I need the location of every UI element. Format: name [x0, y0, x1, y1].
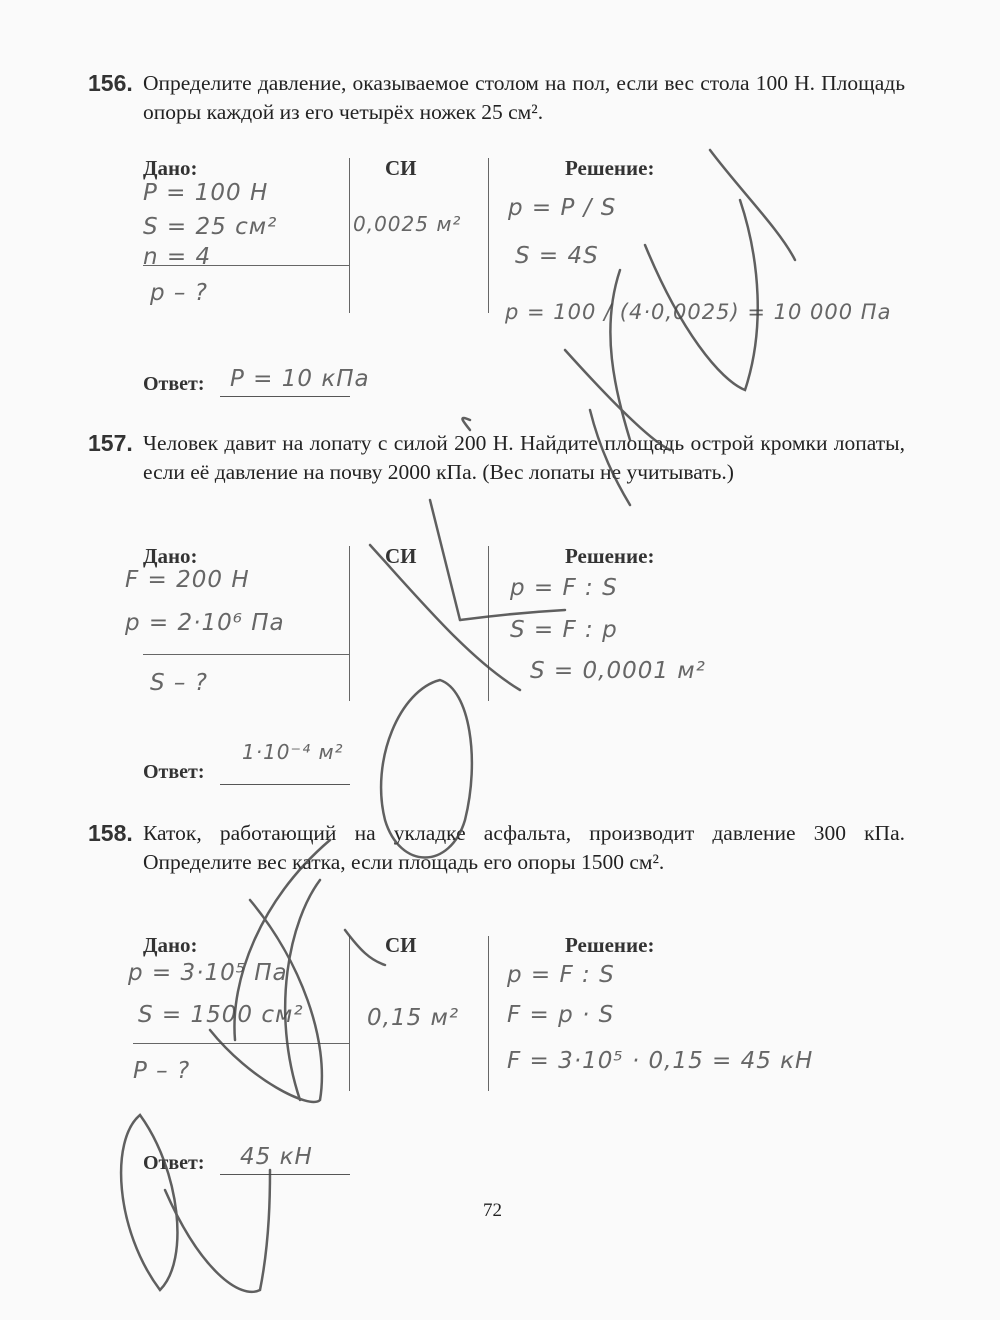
si-label: СИ — [385, 544, 417, 568]
problem-number: 156. — [88, 70, 133, 96]
solution-line: p = 100 / (4·0,0025) = 10 000 Па — [505, 300, 892, 324]
given-line: p = 3·10⁵ Па — [128, 960, 288, 986]
answer-underline — [220, 396, 350, 397]
problem-number: 157. — [88, 430, 133, 456]
find-line: p – ? — [150, 280, 208, 306]
find-line: P – ? — [133, 1058, 191, 1084]
scribble-stroke — [710, 150, 795, 260]
table-divider — [488, 158, 489, 313]
solution-line: F = 3·10⁵ · 0,15 = 45 кН — [507, 1048, 814, 1074]
table-divider — [488, 936, 489, 1091]
table-divider — [349, 546, 350, 701]
given-divider — [143, 654, 349, 655]
answer-value: 45 кН — [240, 1144, 313, 1170]
si-line: 0,0025 м² — [353, 212, 462, 236]
given-line: F = 200 Н — [125, 567, 250, 593]
solution-label: Решение: — [565, 156, 655, 180]
given-line: P = 100 Н — [143, 180, 269, 206]
solution-line: p = F : S — [510, 575, 618, 601]
scribble-stroke — [645, 200, 758, 390]
answer-label: Ответ: — [143, 761, 205, 783]
find-line: S – ? — [150, 670, 208, 696]
scribble-stroke — [285, 880, 320, 1100]
solution-label: Решение: — [565, 544, 655, 568]
solution-line: p = F : S — [507, 962, 615, 988]
table-divider — [349, 158, 350, 313]
solution-label: Решение: — [565, 933, 655, 957]
solution-line: p = P / S — [508, 195, 617, 221]
problem-text: Человек давит на лопату с силой 200 Н. Найдите площадь острой кромки лопаты, если её давление на почву 2000 кПа. (Вес лопаты не учитывать.) — [143, 431, 905, 484]
given-label: Дано: — [143, 544, 198, 568]
solution-line: S = F : p — [510, 617, 618, 643]
scribble-stroke — [345, 930, 385, 965]
problem-text: Определите давление, оказываемое столом на пол, если вес стола 100 Н. Площадь опоры каждой из его четырёх ножек 25 см². — [143, 71, 905, 124]
given-label: Дано: — [143, 156, 198, 180]
answer-label: Ответ: — [143, 1152, 205, 1174]
given-line: p = 2·10⁶ Па — [125, 610, 285, 636]
answer-value: 1·10⁻⁴ м² — [242, 740, 344, 764]
table-divider — [349, 936, 350, 1091]
given-line: S = 25 см² — [143, 214, 278, 240]
answer-underline — [220, 1174, 350, 1175]
scribble-stroke — [430, 500, 460, 620]
scribble-stroke — [610, 270, 630, 440]
si-label: СИ — [385, 156, 417, 180]
scribble-stroke — [210, 900, 322, 1102]
problem-number: 158. — [88, 820, 133, 846]
scribble-stroke — [165, 1170, 270, 1292]
scribble-stroke — [121, 1115, 177, 1290]
table-divider — [488, 546, 489, 701]
page-number: 72 — [483, 1200, 502, 1221]
given-line: S = 1500 см² — [138, 1002, 304, 1028]
given-divider — [133, 1043, 349, 1044]
answer-underline — [220, 784, 350, 785]
si-label: СИ — [385, 933, 417, 957]
answer-value: P = 10 кПа — [230, 366, 370, 392]
given-line: n = 4 — [143, 244, 212, 270]
solution-line: F = p · S — [507, 1002, 615, 1028]
solution-line: S = 4S — [515, 243, 599, 269]
given-label: Дано: — [143, 933, 198, 957]
si-line: 0,15 м² — [367, 1005, 460, 1031]
solution-line: S = 0,0001 м² — [530, 658, 706, 684]
problem-text: Каток, работающий на укладке асфальта, производит давление 300 кПа. Определите вес катка, если площадь его опоры 1500 см². — [143, 821, 905, 874]
answer-label: Ответ: — [143, 373, 205, 395]
